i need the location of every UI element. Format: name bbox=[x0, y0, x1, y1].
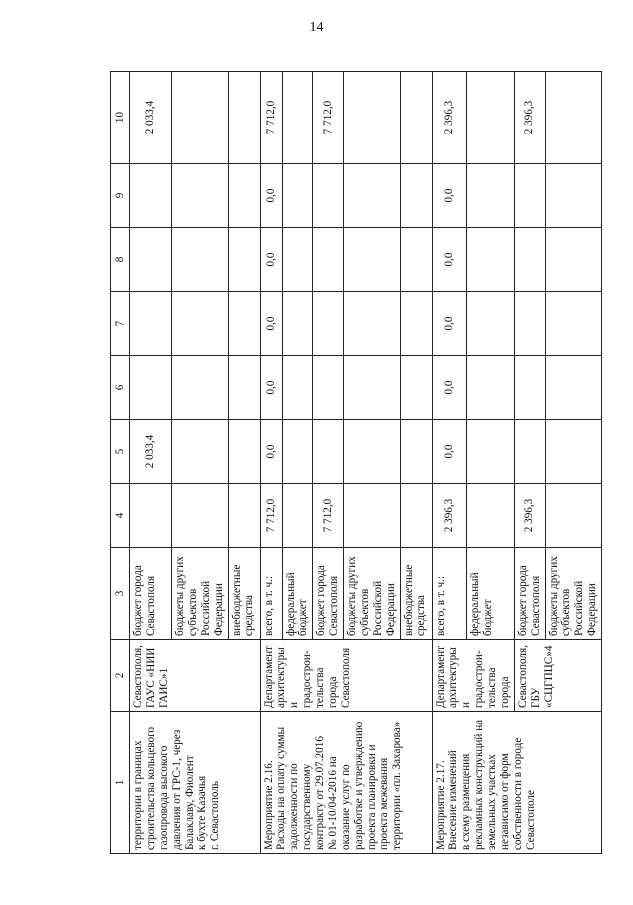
budget-table bbox=[110, 71, 602, 854]
value-cell bbox=[344, 228, 401, 292]
value-cell bbox=[282, 420, 313, 484]
value-cell bbox=[130, 484, 172, 548]
value-cell bbox=[313, 356, 344, 420]
value-cell bbox=[514, 228, 545, 292]
value-cell bbox=[545, 228, 602, 292]
funding-source: бюджет города Севастополя bbox=[130, 548, 172, 640]
value-cell bbox=[313, 292, 344, 356]
funding-source: внебюджетные средства bbox=[400, 548, 432, 640]
value-cell bbox=[313, 228, 344, 292]
value-cell bbox=[545, 484, 602, 548]
value-cell: 2 396,3 bbox=[514, 484, 545, 548]
header-cell-10: 10 bbox=[111, 72, 130, 164]
value-cell: 0,0 bbox=[260, 228, 282, 292]
value-cell bbox=[313, 420, 344, 484]
value-cell bbox=[545, 292, 602, 356]
measure-description: Мероприятие 2.17. Внесение изменений в схему размещения рекламных конструкций на земельных участках независимо от форм собственности в городе Севастополе bbox=[432, 712, 602, 854]
value-cell: 0,0 bbox=[432, 292, 466, 356]
funding-source: бюджеты других субъектов Российской Федерации bbox=[344, 548, 401, 640]
value-cell bbox=[130, 292, 172, 356]
value-cell bbox=[400, 356, 432, 420]
measure-description: территории в границах строительства кольцевого газопровода высокого давления от ГРС-1, через Балаклаву, Фиолент к бухте Казачья г. Севастополь bbox=[130, 712, 261, 854]
value-cell: 0,0 bbox=[432, 356, 466, 420]
value-cell bbox=[400, 72, 432, 164]
value-cell bbox=[172, 164, 229, 228]
header-cell-5: 5 bbox=[111, 420, 130, 484]
funding-source: бюджет города Севастополя bbox=[514, 548, 545, 640]
header-cell-7: 7 bbox=[111, 292, 130, 356]
value-cell: 0,0 bbox=[432, 420, 466, 484]
executor-cell: Севастополя, ГБУ «СЦГПЦС»4 bbox=[514, 640, 601, 712]
table-row bbox=[130, 72, 172, 854]
value-cell bbox=[466, 72, 514, 164]
value-cell bbox=[172, 228, 229, 292]
value-cell bbox=[172, 72, 229, 164]
funding-source: федеральный бюджет bbox=[282, 548, 313, 640]
value-cell bbox=[466, 484, 514, 548]
value-cell: 2 033,4 bbox=[130, 72, 172, 164]
value-cell bbox=[514, 420, 545, 484]
value-cell: 2 396,3 bbox=[514, 72, 545, 164]
value-cell bbox=[282, 484, 313, 548]
header-cell-3: 3 bbox=[111, 548, 130, 640]
value-cell bbox=[130, 356, 172, 420]
header-cell-9: 9 bbox=[111, 164, 130, 228]
value-cell bbox=[282, 292, 313, 356]
value-cell bbox=[172, 292, 229, 356]
value-cell bbox=[400, 484, 432, 548]
table-row bbox=[432, 72, 466, 854]
value-cell bbox=[344, 420, 401, 484]
value-cell: 7 712,0 bbox=[260, 484, 282, 548]
value-cell bbox=[172, 356, 229, 420]
value-cell: 0,0 bbox=[260, 292, 282, 356]
value-cell bbox=[514, 356, 545, 420]
page-number: 14 bbox=[309, 20, 324, 35]
value-cell bbox=[130, 164, 172, 228]
value-cell bbox=[228, 292, 260, 356]
value-cell bbox=[228, 228, 260, 292]
value-cell: 2 396,3 bbox=[432, 484, 466, 548]
value-cell bbox=[344, 164, 401, 228]
value-cell bbox=[228, 356, 260, 420]
value-cell bbox=[400, 420, 432, 484]
value-cell: 0,0 bbox=[260, 420, 282, 484]
value-cell bbox=[344, 356, 401, 420]
value-cell bbox=[313, 164, 344, 228]
funding-source: бюджеты других субъектов Российской Федерации bbox=[545, 548, 602, 640]
funding-source: бюджеты других субъектов Российской Федерации bbox=[172, 548, 229, 640]
value-cell bbox=[514, 164, 545, 228]
value-cell bbox=[545, 356, 602, 420]
header-cell-2: 2 bbox=[111, 640, 130, 712]
value-cell: 7 712,0 bbox=[313, 72, 344, 164]
funding-source: всего, в т. ч.: bbox=[432, 548, 466, 640]
header-cell-8: 8 bbox=[111, 228, 130, 292]
value-cell bbox=[282, 356, 313, 420]
executor-cell: Департамент архитектуры и градострои- тельства города Севастополя bbox=[260, 640, 432, 712]
rotated-table-wrapper bbox=[110, 72, 599, 854]
value-cell bbox=[466, 420, 514, 484]
value-cell: 0,0 bbox=[432, 228, 466, 292]
value-cell: 0,0 bbox=[432, 164, 466, 228]
funding-source: бюджет города Севастополя bbox=[313, 548, 344, 640]
executor-cell: Севастополя, ГАУС «НИИ ГАИС»1 bbox=[130, 640, 261, 712]
value-cell: 0,0 bbox=[260, 356, 282, 420]
value-cell bbox=[172, 420, 229, 484]
value-cell: 7 712,0 bbox=[313, 484, 344, 548]
value-cell bbox=[514, 292, 545, 356]
measure-description: Мероприятие 2.16. Расходы на оплату суммы задолженности по государственному контракту от 29.07.2016 № 01-10/04-2016 на оказание услуг по разработке и утверждению проекта планировки и проекта межевания территории «пл. Захарова» bbox=[260, 712, 432, 854]
value-cell bbox=[400, 164, 432, 228]
value-cell bbox=[228, 164, 260, 228]
header-cell-6: 6 bbox=[111, 356, 130, 420]
value-cell bbox=[344, 72, 401, 164]
value-cell bbox=[344, 292, 401, 356]
value-cell bbox=[466, 164, 514, 228]
value-cell bbox=[400, 228, 432, 292]
value-cell bbox=[282, 164, 313, 228]
table-row bbox=[260, 72, 282, 854]
value-cell bbox=[466, 356, 514, 420]
value-cell: 0,0 bbox=[260, 164, 282, 228]
value-cell: 2 033,4 bbox=[130, 420, 172, 484]
header-row bbox=[111, 72, 130, 854]
executor-cell: Департамент архитектуры и градострои- тельства города bbox=[432, 640, 514, 712]
header-cell-1: 1 bbox=[111, 712, 130, 854]
funding-source: всего, в т. ч.: bbox=[260, 548, 282, 640]
funding-source: внебюджетные средства bbox=[228, 548, 260, 640]
value-cell bbox=[130, 228, 172, 292]
value-cell bbox=[282, 72, 313, 164]
value-cell bbox=[282, 228, 313, 292]
value-cell bbox=[344, 484, 401, 548]
rotated-table-container bbox=[110, 72, 599, 854]
value-cell bbox=[466, 292, 514, 356]
value-cell bbox=[545, 420, 602, 484]
value-cell: 7 712,0 bbox=[260, 72, 282, 164]
value-cell bbox=[228, 420, 260, 484]
value-cell bbox=[466, 228, 514, 292]
value-cell bbox=[172, 484, 229, 548]
funding-source: федеральный бюджет bbox=[466, 548, 514, 640]
value-cell: 2 396,3 bbox=[432, 72, 466, 164]
value-cell bbox=[228, 484, 260, 548]
header-cell-4: 4 bbox=[111, 484, 130, 548]
value-cell bbox=[228, 72, 260, 164]
value-cell bbox=[400, 292, 432, 356]
value-cell bbox=[545, 72, 602, 164]
value-cell bbox=[545, 164, 602, 228]
